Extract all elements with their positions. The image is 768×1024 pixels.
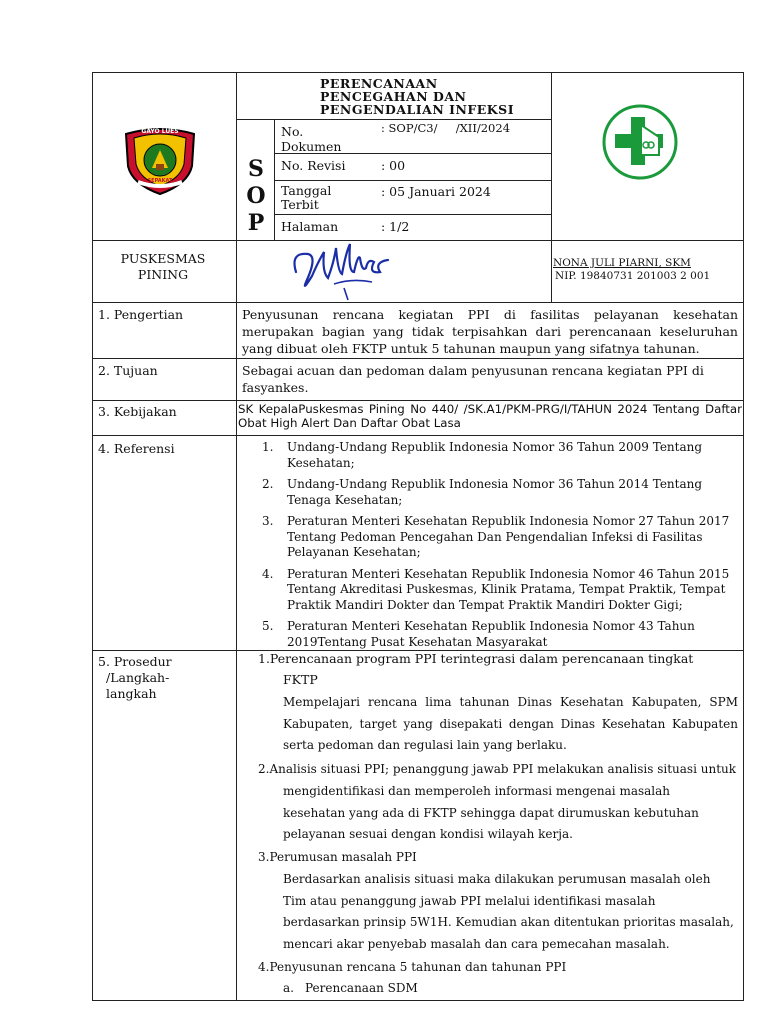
page-value: : 1/2 <box>381 219 410 234</box>
row-line-3 <box>274 214 552 215</box>
row-divider-tujuan <box>92 400 744 401</box>
signer-nip: NIP. 19840731 201003 2 001 <box>555 270 711 282</box>
list-item <box>262 440 732 471</box>
puskesmas-logo <box>601 103 679 181</box>
row-line-2 <box>274 180 552 181</box>
step2-heading: 2.Analisis situasi PPI; penanggung jawab PPI melakukan analisis situasi untuk <box>258 762 737 776</box>
tujuan-text: Sebagai acuan dan pedoman dalam penyusunan rencana kegiatan PPI di fasyankes. <box>242 363 704 395</box>
pengertian-label: 1. Pengertian <box>98 307 184 322</box>
step4-sub-number: a. <box>283 981 294 995</box>
list-item-text: Peraturan Menteri Kesehatan Republik Indonesia Nomor 43 Tahun 2019Tentang Pusat Kesehatan Masyarakat <box>287 619 695 649</box>
prosedur-label-line3: langkah <box>106 686 157 701</box>
signature <box>288 232 398 302</box>
sop-letters <box>238 156 274 237</box>
list-item <box>262 567 732 614</box>
step3-heading: 3.Perumusan masalah PPI <box>258 850 417 864</box>
page-label: Halaman <box>281 219 339 234</box>
revision-label: No. Revisi <box>281 158 346 173</box>
step2-body: mengidentifikasi dan memperoleh informasi mengenai masalah kesehatan yang ada di FKTP sehingga dapat dirumuskan kebutuhan pelayanan sesuai dengan kondisi wilayah kerja. <box>283 784 699 841</box>
list-item-text: Undang-Undang Republik Indonesia Nomor 36 Tahun 2014 Tentang Tenaga Kesehatan; <box>287 477 703 507</box>
prosedur-label-line2: /Langkah- <box>106 670 170 685</box>
table-border-top <box>92 72 744 73</box>
sop-letter-s: S <box>248 156 264 182</box>
list-item <box>262 514 732 561</box>
list-item-text: Undang-Undang Republik Indonesia Nomor 36 Tahun 2009 Tentang Kesehatan; <box>287 440 703 470</box>
signature-bottom-line <box>92 302 744 303</box>
step4-sub-text: Perencanaan SDM <box>305 981 418 995</box>
signer-name: NONA JULI PIARNI, SKM <box>553 257 691 269</box>
step1-body: Mempelajari rencana lima tahunan Dinas Kesehatan Kabupaten, SPM Kabupaten, target yang disepakati dengan Dinas Kesehatan Kabupaten serta pedoman dan regulasi lain yang berlaku. <box>283 695 738 752</box>
row-divider-pengertian <box>92 358 744 359</box>
referensi-label: 4. Referensi <box>98 441 175 456</box>
doc-number-value: : SOP/C3/ /XII/2024 <box>381 121 511 135</box>
tujuan-label: 2. Tujuan <box>98 363 158 378</box>
table-border-left <box>92 72 93 1001</box>
document-title: PERENCANAAN PENCEGAHAN DAN PENGENDALIAN INFEKSI <box>320 76 515 117</box>
list-item-text: Peraturan Menteri Kesehatan Republik Indonesia Nomor 27 Tahun 2017 Tentang Pedoman Pencegahan Dan Pengendalian Infeksi di Fasilitas Pelayanan Kesehatan; <box>287 514 730 559</box>
list-item-number: 4. <box>262 566 274 581</box>
gayo-lues-logo <box>118 124 202 196</box>
logo-text-top: GAYO LUES <box>141 128 179 135</box>
list-item-text: Peraturan Menteri Kesehatan Republik Indonesia Nomor 46 Tahun 2015 Tentang Akreditasi Puskesmas, Klinik Pratama, Tempat Praktik, Tempat Praktik Mandiri Dokter dan Tempat Praktik Mandiri Dokter Gigi; <box>287 566 730 612</box>
step4-heading: 4.Penyusunan rencana 5 tahunan dan tahunan PPI <box>258 960 567 974</box>
sop-letter-o: O <box>246 183 266 209</box>
column-divider <box>236 72 237 1001</box>
step1-heading: 1.Perencanaan program PPI terintegrasi dalam perencanaan tingkat <box>258 651 694 666</box>
sop-letter-p: P <box>247 210 265 236</box>
date-value: : 05 Januari 2024 <box>381 184 491 199</box>
referensi-items <box>262 440 732 650</box>
list-item <box>262 619 732 650</box>
list-item-number: 5. <box>262 619 274 633</box>
organization-name: PUSKESMAS PINING <box>120 251 206 282</box>
header-divider-right <box>551 72 552 302</box>
kebijakan-text: SK KepalaPuskesmas Pining No 440/ /SK.A1/PKM-PRG/I/TAHUN 2024 Tentang Daftar Obat High Alert Dan Daftar Obat Lasa <box>238 402 742 430</box>
table-border-bottom <box>92 1000 744 1001</box>
doc-number-label: No. Dokumen <box>281 124 342 154</box>
header-bottom-line <box>92 240 744 241</box>
list-item-number: 2. <box>262 477 274 491</box>
pengertian-text: Penyusunan rencana kegiatan PPI di fasilitas pelayanan kesehatan merupakan bagian yang tidak terpisahkan dari perencanaan keseluruhan yang dibuat oleh FKTP untuk 5 tahunan maupun yang sifatnya tahunan. <box>242 307 738 356</box>
step3-body: Berdasarkan analisis situasi maka dilakukan perumusan masalah oleh Tim atau penanggung jawab PPI melalui identifikasi masalah berdasarkan prinsip 5W1H. Kemudian akan ditentukan prioritas masalah, mencari akar penyebab masalah dan cara pemecahan masalah. <box>283 872 734 951</box>
kebijakan-label: 3. Kebijakan <box>98 404 177 419</box>
row-divider-kebijakan <box>92 435 744 436</box>
prosedur-label-line1: 5. Prosedur <box>98 654 172 669</box>
list-item-number: 3. <box>262 514 274 528</box>
list-item <box>262 477 732 508</box>
date-label: Tanggal Terbit <box>281 183 332 212</box>
list-item-number: 1. <box>262 440 274 454</box>
referensi-list <box>262 440 732 656</box>
logo-text-bottom: SEPAKAT <box>147 178 173 184</box>
revision-value: : 00 <box>381 158 406 173</box>
table-border-right <box>743 72 744 1001</box>
step1-heading-cont: FKTP <box>283 672 318 687</box>
